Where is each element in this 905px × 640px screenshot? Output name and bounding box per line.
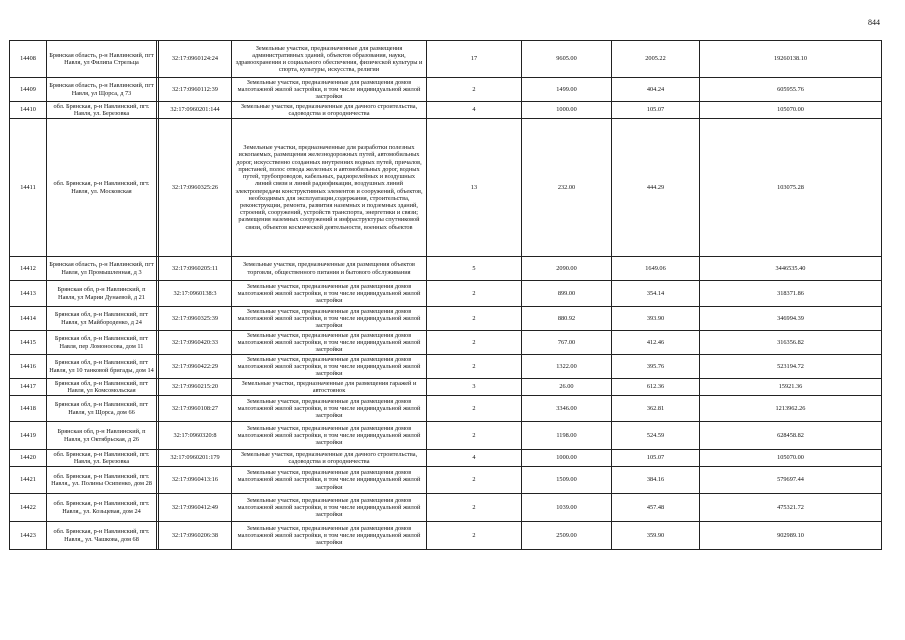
cell-cadastral-number: 32:17:0960108:27	[159, 396, 232, 422]
cell-cadastral-number: 32:17:0960215:20	[159, 379, 232, 396]
cell-group: 2	[427, 396, 522, 422]
cell-cadastral-value: 579697.44	[700, 467, 882, 494]
cell-number: 14421	[10, 467, 47, 494]
cell-group: 2	[427, 522, 522, 550]
cell-area: 1000.00	[522, 450, 612, 467]
cell-address: Брянская обл, р-н Навлинский, п Навля, ул Марии Дунаевой, д 21	[47, 281, 157, 307]
cell-address: Брянская обл, р-н Навлинский, п Навля, ул Октябрьская, д 26	[47, 422, 157, 450]
cell-address: Брянская обл, р-н Навлинский, пгт Навля, ул Комсомольская	[47, 379, 157, 396]
cell-area: 899.00	[522, 281, 612, 307]
cell-number: 14409	[10, 78, 47, 102]
cell-address: Брянская обл, р-н Навлинский, пгт Навля, ул 10 танковой бригады, дом 14	[47, 355, 157, 379]
cell-cadastral-value: 105070.00	[700, 102, 882, 119]
cell-cadastral-number: 32:17:0960412:49	[159, 494, 232, 522]
cell-land-use-purpose: Земельные участки, предназначенные для размещения домов малоэтажной жилой застройки, в том числе индивидуальной жилой застройки	[232, 494, 427, 522]
cell-number: 14412	[10, 257, 47, 281]
cell-area: 2090.00	[522, 257, 612, 281]
cell-land-use-purpose: Земельные участки, предназначенные для размещения домов малоэтажной жилой застройки, в том числе индивидуальной жилой застройки	[232, 467, 427, 494]
cell-area: 26.00	[522, 379, 612, 396]
cell-area: 1322.00	[522, 355, 612, 379]
cell-land-use-purpose: Земельные участки, предназначенные для размещения домов малоэтажной жилой застройки, в том числе индивидуальной жилой застройки	[232, 422, 427, 450]
cell-group: 13	[427, 119, 522, 257]
cell-cadastral-value: 15921.36	[700, 379, 882, 396]
cell-area: 1198.00	[522, 422, 612, 450]
cell-specific-value: 404.24	[612, 78, 700, 102]
cell-specific-value: 612.36	[612, 379, 700, 396]
cell-cadastral-number: 32:17:0960422:29	[159, 355, 232, 379]
cell-area: 1509.00	[522, 467, 612, 494]
cell-cadastral-value: 3446535.40	[700, 257, 882, 281]
table-row	[10, 331, 882, 355]
table-row	[10, 494, 882, 522]
cell-address: Брянская обл, р-н Навлинский, пгт Навля, ул Майбороденко, д 24	[47, 307, 157, 331]
cell-land-use-purpose: Земельные участки, предназначенные для размещения домов малоэтажной жилой застройки, в том числе индивидуальной жилой застройки	[232, 331, 427, 355]
table-row	[10, 522, 882, 550]
cell-specific-value: 105.07	[612, 102, 700, 119]
cell-cadastral-value: 605955.76	[700, 78, 882, 102]
cell-area: 9605.00	[522, 41, 612, 78]
page-number: 844	[868, 18, 880, 27]
cell-area: 2509.00	[522, 522, 612, 550]
cell-specific-value: 2005.22	[612, 41, 700, 78]
table-row	[10, 102, 882, 119]
cell-cadastral-value: 628458.82	[700, 422, 882, 450]
cell-cadastral-number: 32:17:0960112:39	[159, 78, 232, 102]
cell-number: 14417	[10, 379, 47, 396]
table-row	[10, 41, 882, 78]
cell-land-use-purpose: Земельные участки, предназначенные для размещения домов малоэтажной жилой застройки, в том числе индивидуальной жилой застройки	[232, 522, 427, 550]
cell-land-use-purpose: Земельные участки, предназначенные для дачного строительства, садоводства и огородничества	[232, 102, 427, 119]
cell-cadastral-number: 32:17:0960201:179	[159, 450, 232, 467]
cell-land-use-purpose: Земельные участки, предназначенные для разработки полезных ископаемых, размещения железнодорожных путей, автомобильных дорог, искусственно созданных внутренних водных путей, причалов, пристаней, полос отвода железных и автомобильных дорог, водных путей, трубопроводов, кабельных, радиорелейных и воздушных линий связи и линий радиофикации, воздушных линий электропередачи конструктивных элементов и сооружений, объектов, необходимых для эксплуатации,содержания, строительства, реконструкции, ремонта, развития наземных и подземных зданий, строений, сооружений, устройств транспорта, энергетики и связи; размещения наземных сооружений и инфраструктуры спутниковой связи, объектов космической деятельности, военных объектов	[232, 119, 427, 257]
cell-specific-value: 412.46	[612, 331, 700, 355]
cell-cadastral-value: 475321.72	[700, 494, 882, 522]
cell-specific-value: 1649.06	[612, 257, 700, 281]
cell-cadastral-number: 32:17:0960206:38	[159, 522, 232, 550]
cell-cadastral-number: 32:17:0960201:144	[159, 102, 232, 119]
table-row	[10, 396, 882, 422]
table-row	[10, 379, 882, 396]
cell-cadastral-value: 103075.28	[700, 119, 882, 257]
land-register-table	[9, 40, 882, 550]
cell-address: обл. Брянская, р-н Навлинский, пгт. Навля, ул. Березовка	[47, 102, 157, 119]
cell-specific-value: 393.90	[612, 307, 700, 331]
cell-group: 3	[427, 379, 522, 396]
cell-group: 2	[427, 307, 522, 331]
table-row	[10, 119, 882, 257]
cell-cadastral-number: 32:17:0960325:26	[159, 119, 232, 257]
cell-cadastral-number: 32:17:0960413:16	[159, 467, 232, 494]
table-body	[10, 41, 882, 550]
cell-cadastral-value: 318371.86	[700, 281, 882, 307]
cell-land-use-purpose: Земельные участки, предназначенные для размещения домов малоэтажной жилой застройки, в том числе индивидуальной жилой застройки	[232, 281, 427, 307]
table-row	[10, 257, 882, 281]
cell-cadastral-number: 32:17:0960420:33	[159, 331, 232, 355]
cell-land-use-purpose: Земельные участки, предназначенные для дачного строительства, садоводства и огородничества	[232, 450, 427, 467]
cell-cadastral-number: 32:17:0960320:8	[159, 422, 232, 450]
cell-specific-value: 384.16	[612, 467, 700, 494]
cell-land-use-purpose: Земельные участки, предназначенные для размещения административных зданий, объектов образования, науки, здравоохранения и социального обеспечения, физической культуры и спорта, культуры, искусства, религии	[232, 41, 427, 78]
cell-specific-value: 524.59	[612, 422, 700, 450]
cell-specific-value: 457.48	[612, 494, 700, 522]
cell-land-use-purpose: Земельные участки, предназначенные для размещения домов малоэтажной жилой застройки, в том числе индивидуальной жилой застройки	[232, 307, 427, 331]
cell-number: 14423	[10, 522, 47, 550]
cell-land-use-purpose: Земельные участки, предназначенные для размещения домов малоэтажной жилой застройки, в том числе индивидуальной жилой застройки	[232, 78, 427, 102]
cell-address: Брянская область, р-н Навлинский, пгт Навля, ул Промышленная, д 3	[47, 257, 157, 281]
cell-address: Брянская обл, р-н Навлинский, пгт Навля, пер Ломоносова, дом 11	[47, 331, 157, 355]
cell-cadastral-value: 316356.82	[700, 331, 882, 355]
cell-group: 2	[427, 355, 522, 379]
cell-group: 4	[427, 450, 522, 467]
cell-address: Брянская обл, р-н Навлинский, пгт Навля, ул Щорса, дом 66	[47, 396, 157, 422]
cell-address: обл. Брянская, р-н Навлинский, пгт. Навля, ул. Московская	[47, 119, 157, 257]
cell-cadastral-value: 105070.00	[700, 450, 882, 467]
cell-group: 5	[427, 257, 522, 281]
cell-area: 3346.00	[522, 396, 612, 422]
cell-area: 1000.00	[522, 102, 612, 119]
cell-number: 14408	[10, 41, 47, 78]
table-row	[10, 78, 882, 102]
cell-number: 14418	[10, 396, 47, 422]
cell-number: 14416	[10, 355, 47, 379]
cell-address: Брянская область, р-н Навлинский, пгт Навля, ул Щорса, д 73	[47, 78, 157, 102]
cell-specific-value: 359.90	[612, 522, 700, 550]
cell-specific-value: 362.81	[612, 396, 700, 422]
cell-group: 2	[427, 281, 522, 307]
cell-group: 17	[427, 41, 522, 78]
cell-area: 1499.00	[522, 78, 612, 102]
cell-group: 2	[427, 78, 522, 102]
cell-area: 1039.00	[522, 494, 612, 522]
cell-address: обл. Брянская, р-н Навлинский, пгт. Навля,, ул. Полины Осипенко, дом 28	[47, 467, 157, 494]
cell-specific-value: 105.07	[612, 450, 700, 467]
cell-specific-value: 354.14	[612, 281, 700, 307]
cell-address: обл. Брянская, р-н Навлинский, пгт. Навля,, ул. Козьцевая, дом 24	[47, 494, 157, 522]
table-row	[10, 450, 882, 467]
cell-land-use-purpose: Земельные участки, предназначенные для размещения объектов торговли, общественного питания и бытового обслуживания	[232, 257, 427, 281]
cell-cadastral-value: 1213962.26	[700, 396, 882, 422]
cell-cadastral-value: 902989.10	[700, 522, 882, 550]
cell-area: 232.00	[522, 119, 612, 257]
cell-cadastral-value: 19260138.10	[700, 41, 882, 78]
cell-cadastral-number: 32:17:0960205:11	[159, 257, 232, 281]
cell-group: 4	[427, 102, 522, 119]
table-row	[10, 355, 882, 379]
cell-address: обл. Брянская, р-н Навлинский, пгт. Навля,, ул. Чашкова, дом 68	[47, 522, 157, 550]
cell-group: 2	[427, 331, 522, 355]
cell-number: 14410	[10, 102, 47, 119]
cell-number: 14420	[10, 450, 47, 467]
cell-land-use-purpose: Земельные участки, предназначенные для размещения гаражей и автостоянок	[232, 379, 427, 396]
cell-cadastral-value: 346994.39	[700, 307, 882, 331]
cell-number: 14419	[10, 422, 47, 450]
cell-number: 14413	[10, 281, 47, 307]
cell-number: 14415	[10, 331, 47, 355]
table-row	[10, 422, 882, 450]
cell-cadastral-number: 32:17:0960325:39	[159, 307, 232, 331]
cell-specific-value: 444.29	[612, 119, 700, 257]
cell-number: 14414	[10, 307, 47, 331]
table-row	[10, 467, 882, 494]
cell-cadastral-value: 523194.72	[700, 355, 882, 379]
cell-number: 14411	[10, 119, 47, 257]
cell-number: 14422	[10, 494, 47, 522]
cell-cadastral-number: 32:17:0960138:3	[159, 281, 232, 307]
cell-area: 880.92	[522, 307, 612, 331]
cell-group: 2	[427, 467, 522, 494]
cell-land-use-purpose: Земельные участки, предназначенные для размещения домов малоэтажной жилой застройки, в том числе индивидуальной жилой застройки	[232, 396, 427, 422]
table-row	[10, 281, 882, 307]
cell-land-use-purpose: Земельные участки, предназначенные для размещения домов малоэтажной жилой застройки, в том числе индивидуальной жилой застройки	[232, 355, 427, 379]
cell-group: 2	[427, 494, 522, 522]
cell-specific-value: 395.76	[612, 355, 700, 379]
cell-cadastral-number: 32:17:0960124:24	[159, 41, 232, 78]
cell-address: Брянская область, р-н Навлинский, пгт Навля, ул Филипа Стрельца	[47, 41, 157, 78]
cell-area: 767.00	[522, 331, 612, 355]
cell-group: 2	[427, 422, 522, 450]
cell-address: обл. Брянская, р-н Навлинский, пгт. Навля, ул. Березовка	[47, 450, 157, 467]
table-row	[10, 307, 882, 331]
